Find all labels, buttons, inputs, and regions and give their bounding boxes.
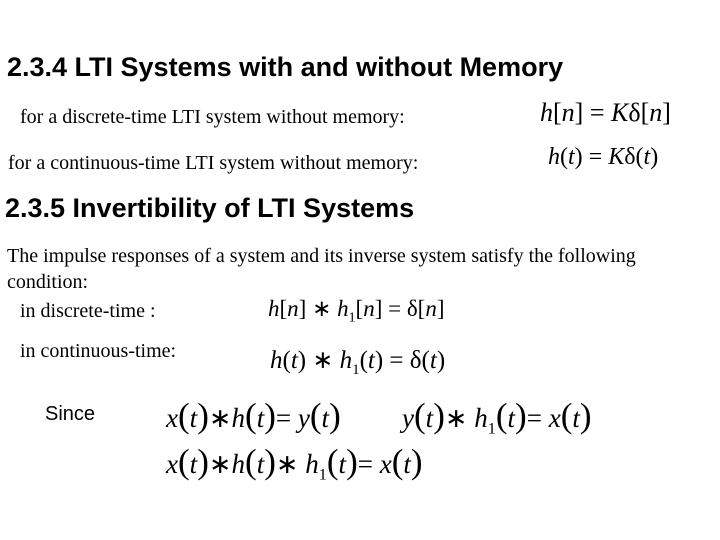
continuous-memoryless-label: for a continuous-time LTI system without memory: [8, 152, 419, 174]
since-equation-3: x(t)∗h(t)∗ $h_1(t)= x(t)$ [166, 442, 423, 484]
discrete-condition-equation: h[n] ∗ $h_1[n] = \delta[n]$ [268, 296, 445, 325]
discrete-memoryless-equation: h[n] = Kδ[n] [540, 98, 671, 127]
continuous-condition-equation: h(t) ∗ $h_1(t) = \delta(t)$ [270, 347, 446, 378]
since-equation-1: x(t)∗h(t)= y(t) [166, 396, 341, 435]
since-label: Since [45, 403, 96, 425]
discrete-condition-label: in discrete-time : [20, 300, 156, 322]
continuous-condition-label: in continuous-time: [20, 340, 177, 362]
heading-memory: 2.3.4 LTI Systems with and without Memory [7, 52, 564, 82]
continuous-memoryless-equation: h(t) = Kδ(t) [548, 144, 659, 170]
invertibility-intro: The impulse responses of a system and its inverse system satisfy the following condition: [7, 245, 636, 293]
heading-invertibility: 2.3.5 Invertibility of LTI Systems [5, 193, 415, 223]
discrete-memoryless-label: for a discrete-time LTI system without memory: [20, 106, 405, 128]
since-equation-2: y(t)∗ $h_1(t)= x(t)$ [402, 396, 592, 438]
